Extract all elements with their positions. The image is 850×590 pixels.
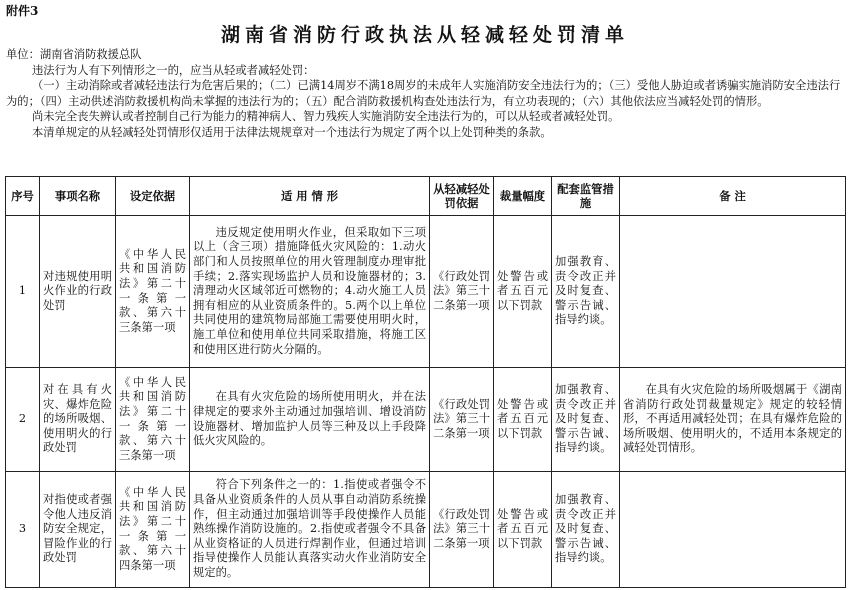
cell-no: 3: [6, 472, 40, 588]
cell-penalty-basis: 《行政处罚法》第三十二条第一项: [430, 472, 494, 588]
table-row: [6, 472, 846, 588]
table-row: [6, 216, 846, 368]
preamble-paragraph: 违法行为人有下列情形之一的，应当从轻或者减轻处罚：: [32, 63, 315, 77]
cell-item: 对违规使用明火作业的行政处罚: [40, 216, 116, 368]
cell-item: 对指使或者强令他人违反消防安全规定，冒险作业的行政处罚: [40, 472, 116, 588]
annex-label: 附件3: [6, 4, 39, 18]
cell-situation: 在具有火灾危险的场所使用明火，并在法律规定的要求外主动通过加强培训、增设消防设施器材、增加监护人员等三种及以上手段降低火灾风险的。: [190, 368, 430, 472]
preamble-paragraph: （一）主动消除或者减轻违法行为危害后果的；（二）已满14周岁不满18周岁的未成年人实施消防安全违法行为的；（三）受他人胁迫或者诱骗实施消防安全违法行为的；（四）主动供述消防救援机构尚未掌握的违法行为的；（五）配合消防救援机构查处违法行为，有立功表现的；（六）其他依法应当减轻处罚的情形。: [6, 79, 841, 108]
cell-basis: 《中华人民共和国消防法》第二十一条第一款、第六十四条第一项: [116, 472, 190, 588]
penalty-table: [5, 176, 846, 588]
cell-supervision: 加强教育、责令改正并及时复查、警示告诫、指导约谈。: [552, 472, 620, 588]
cell-situation: 符合下列条件之一的：1.指使或者强令不具备从业资质条件的人员从事自动消防系统操作，但主动通过加强培训等手段使操作人员能熟练操作消防设施的。2.指使或者强令不具备从业资格证的人员进行焊割作业，但通过培训指导使操作人员能认真落实动火作业消防安全规定的。: [190, 472, 430, 588]
header-range: 裁量幅度: [494, 177, 552, 216]
header-situation: 适 用 情 形: [190, 177, 430, 216]
cell-item: 对在具有火灾、爆炸危险的场所吸烟、使用明火的行政处罚: [40, 368, 116, 472]
cell-penalty-basis: 《行政处罚法》第三十二条第一项: [430, 368, 494, 472]
cell-range: 处警告或者五百元以下罚款: [494, 472, 552, 588]
header-basis: 设定依据: [116, 177, 190, 216]
cell-supervision: 加强教育、责令改正并及时复查、警示告诫、指导约谈。: [552, 216, 620, 368]
preamble-paragraph: 本清单规定的从轻减轻处罚情形仅适用于法律法规规章对一个违法行为规定了两个以上处罚种类的条款。: [32, 125, 552, 139]
table-header-row: [6, 177, 846, 216]
cell-range: 处警告或者五百元以下罚款: [494, 368, 552, 472]
unit-line: 单位：湖南省消防救援总队: [6, 48, 142, 61]
cell-range: 处警告或者五百元以下罚款: [494, 216, 552, 368]
header-supervision: 配套监管措施: [552, 177, 620, 216]
cell-remarks: [620, 472, 846, 588]
cell-basis: 《中华人民共和国消防法》第二十一条第一款、第六十三条第一项: [116, 368, 190, 472]
cell-penalty-basis: 《行政处罚法》第三十二条第一项: [430, 216, 494, 368]
cell-basis: 《中华人民共和国消防法》第二十一条第一款、第六十三条第一项: [116, 216, 190, 368]
table-row: [6, 368, 846, 472]
header-penalty-basis: 从轻减轻处罚依据: [430, 177, 494, 216]
preamble-paragraph: 尚未完全丧失辨认或者控制自己行为能力的精神病人、智力残疾人实施消防安全违法行为的，可以从轻或者减轻处罚。: [32, 110, 620, 124]
header-no: 序号: [6, 177, 40, 216]
cell-no: 1: [6, 216, 40, 368]
cell-remarks: 在具有火灾危险的场所吸烟属于《湖南省消防行政处罚裁量规定》规定的较轻情形，不再适用减轻处罚；在具有爆炸危险的场所吸烟、使用明火的，不适用本条规定的减轻处罚情形。: [620, 368, 846, 472]
document-title: 湖南省消防行政执法从轻减轻处罚清单: [220, 24, 629, 46]
header-item: 事项名称: [40, 177, 116, 216]
cell-supervision: 加强教育、责令改正并及时复查、警示告诫、指导约谈。: [552, 368, 620, 472]
preamble: [6, 47, 844, 141]
header-remarks: 备 注: [620, 177, 846, 216]
cell-no: 2: [6, 368, 40, 472]
cell-remarks: [620, 216, 846, 368]
cell-situation: 违反规定使用明火作业，但采取如下三项以上（含三项）措施降低火灾风险的：1.动火部门和人员按照单位的用火管理制度办理审批手续；2.落实现场监护人员和设施器材的；3.清理动火区域邻近可燃物的；4.动火施工人员拥有相应的从业资质条件的。5.两个以上单位共同使用的建筑物局部施工需要使用明火时，施工单位和使用单位共同采取措施，将施工区和使用区进行防火分隔的。: [190, 216, 430, 368]
